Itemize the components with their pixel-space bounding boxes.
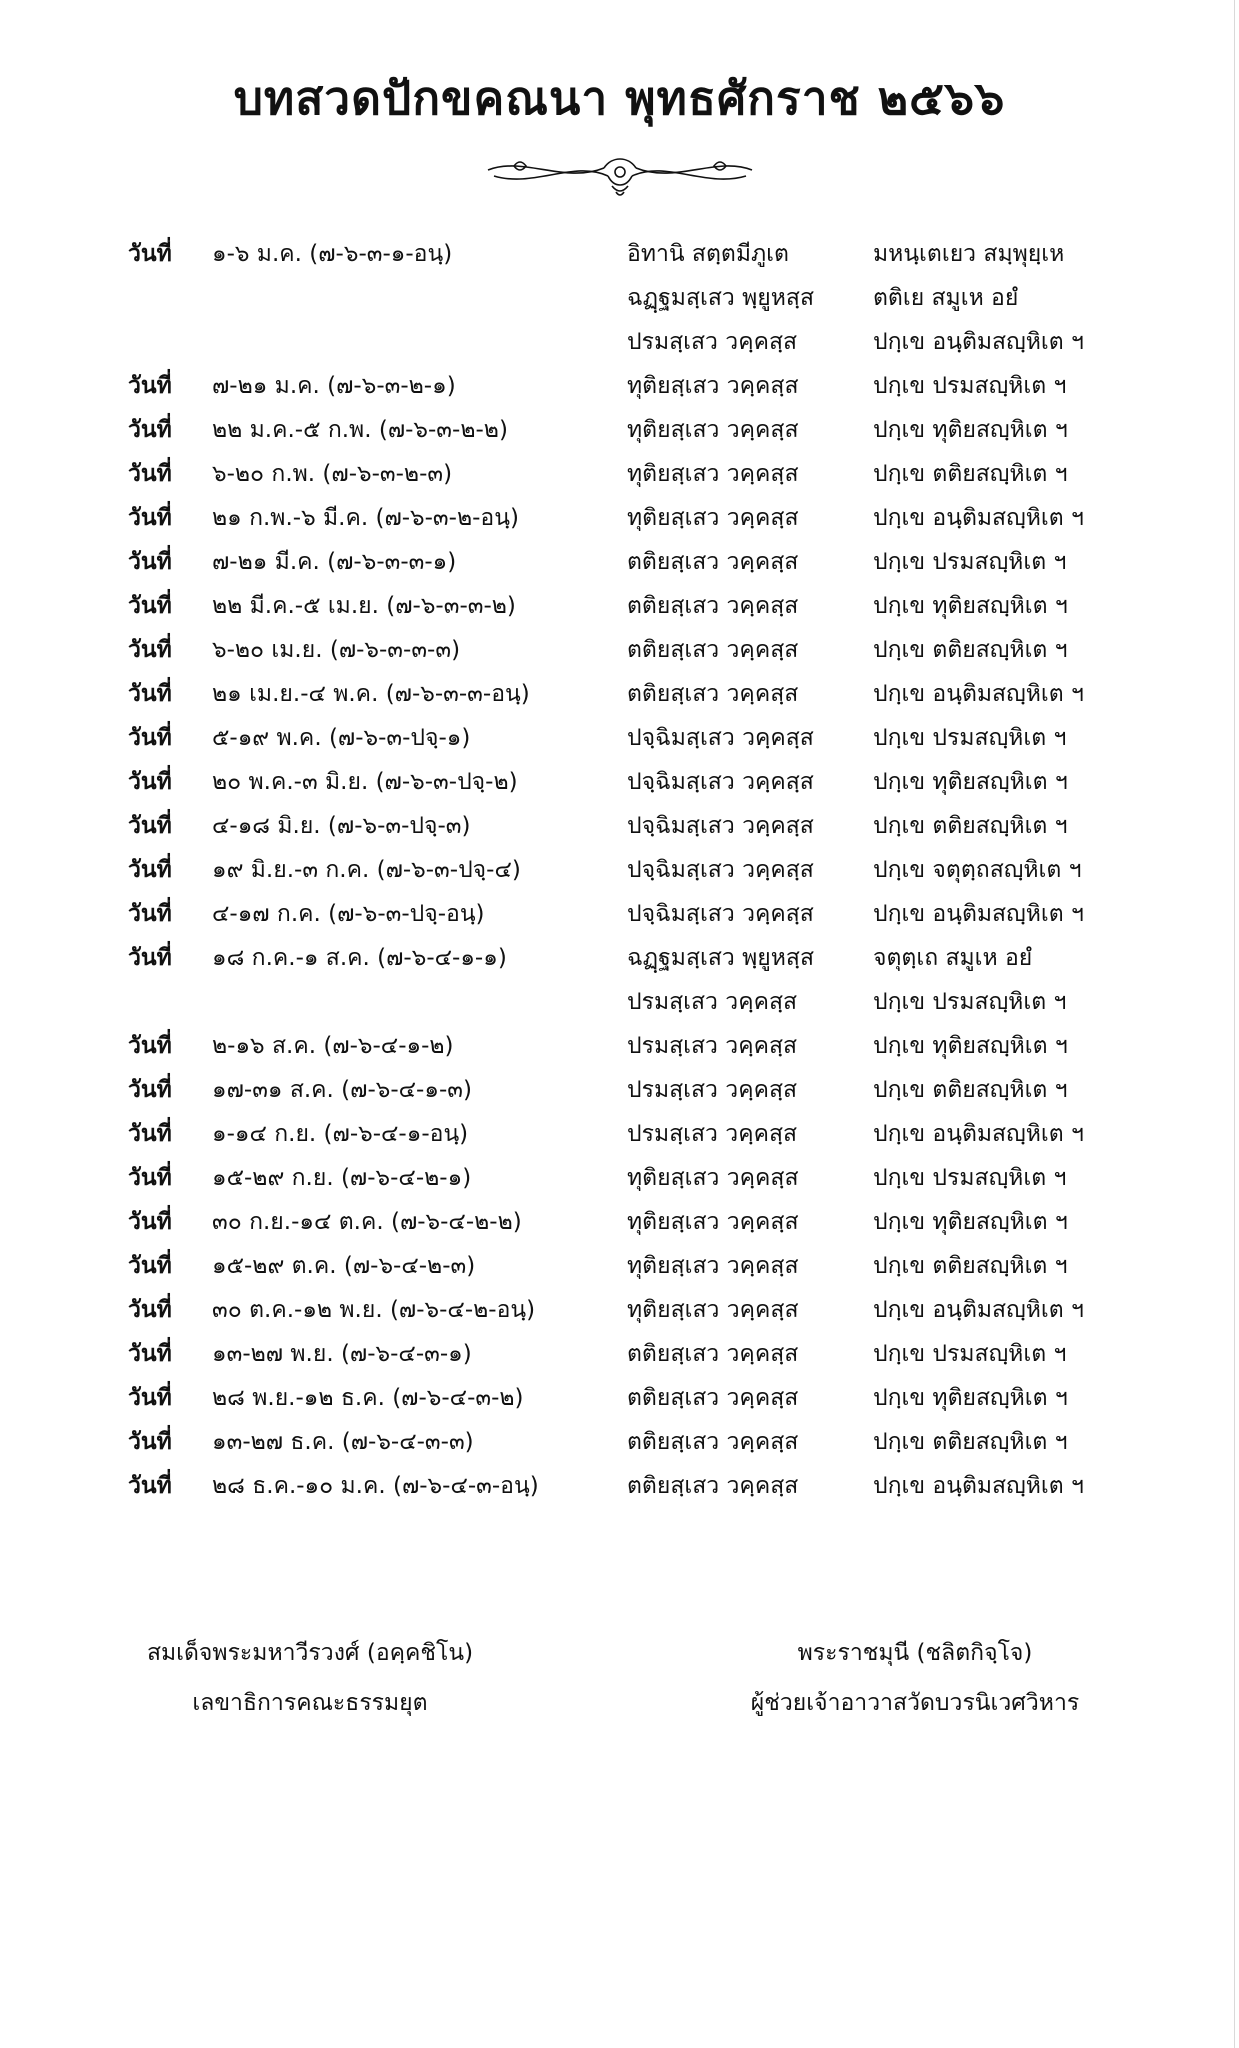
day-label: วันที่ (128, 505, 172, 531)
day-label: วันที่ (128, 373, 172, 399)
signature-left (140, 1628, 480, 1728)
chant-part-2: ปกฺเข ปรมสญฺหิเต ฯ (873, 989, 1067, 1015)
chant-part-1: ปรมสฺเสว วคฺคสฺส (627, 1033, 798, 1059)
date-range: ๒๘ พ.ย.-๑๒ ธ.ค. (๗-๖-๔-๓-๒) (212, 1385, 524, 1411)
day-label: วันที่ (128, 1077, 172, 1103)
day-label: วันที่ (128, 1429, 172, 1455)
date-range: ๗-๒๑ มี.ค. (๗-๖-๓-๓-๑) (212, 549, 457, 575)
table-row (0, 1376, 1239, 1420)
table-row (0, 408, 1239, 452)
chant-part-2: ปกฺเข ตติยสญฺหิเต ฯ (873, 637, 1068, 663)
day-label: วันที่ (128, 769, 172, 795)
chant-part-2: ปกฺเข ตติยสญฺหิเต ฯ (873, 1253, 1068, 1279)
chant-part-2: ปกฺเข อนฺติมสญฺหิเต ฯ (873, 1297, 1084, 1323)
chant-part-1: ทุติยสฺเสว วคฺคสฺส (627, 1297, 799, 1323)
chant-part-2: ปกฺเข อนฺติมสญฺหิเต ฯ (873, 329, 1084, 355)
date-range: ๒๐ พ.ค.-๓ มิ.ย. (๗-๖-๓-ปจฺ-๒) (212, 769, 518, 795)
table-row (0, 848, 1239, 892)
chant-part-2: ปกฺเข ทุติยสญฺหิเต ฯ (873, 769, 1068, 795)
chant-part-2: จตุตฺเถ สมูเห อยํ (873, 945, 1033, 971)
date-range: ๒๑ ก.พ.-๖ มี.ค. (๗-๖-๓-๒-อนฺ) (212, 505, 519, 531)
date-range: ๑๕-๒๙ ก.ย. (๗-๖-๔-๒-๑) (212, 1165, 472, 1191)
day-label: วันที่ (128, 681, 172, 707)
chant-part-2: ปกฺเข ทุติยสญฺหิเต ฯ (873, 593, 1068, 619)
signer-name: พระราชมุนี (ชลิตกิจฺโจ) (797, 1640, 1033, 1666)
signer-role: ผู้ช่วยเจ้าอาวาสวัดบวรนิเวศวิหาร (750, 1690, 1080, 1716)
date-range: ๗-๒๑ ม.ค. (๗-๖-๓-๒-๑) (212, 373, 456, 399)
date-range: ๕-๑๙ พ.ค. (๗-๖-๓-ปจฺ-๑) (212, 725, 471, 751)
day-label: วันที่ (128, 1473, 172, 1499)
signature-right (730, 1628, 1100, 1728)
chant-part-1: ตติยสฺเสว วคฺคสฺส (627, 681, 799, 707)
chant-part-1: ฉฏฺฐมสฺเสว พฺยูหสฺส (627, 285, 814, 311)
chant-part-1: ปจฺฉิมสฺเสว วคฺคสฺส (627, 769, 814, 795)
signer-name: สมเด็จพระมหาวีรวงศ์ (อคฺคชิโน) (146, 1640, 474, 1666)
table-row (0, 628, 1239, 672)
chant-part-2: ปกฺเข อนฺติมสญฺหิเต ฯ (873, 681, 1084, 707)
day-label: วันที่ (128, 549, 172, 575)
date-range: ๒๒ ม.ค.-๕ ก.พ. (๗-๖-๓-๒-๒) (212, 417, 508, 443)
chant-part-1: ฉฏฺฐมสฺเสว พฺยูหสฺส (627, 945, 814, 971)
date-range: ๑๗-๓๑ ส.ค. (๗-๖-๔-๑-๓) (212, 1077, 472, 1103)
table-row (0, 1068, 1239, 1112)
date-range: ๔-๑๗ ก.ค. (๗-๖-๓-ปจฺ-อนฺ) (212, 901, 485, 927)
chant-part-2: ปกฺเข ทุติยสญฺหิเต ฯ (873, 1209, 1068, 1235)
table-row (0, 1200, 1239, 1244)
table-row (0, 584, 1239, 628)
table-row (0, 1288, 1239, 1332)
chant-part-2: ปกฺเข ปรมสญฺหิเต ฯ (873, 1165, 1067, 1191)
date-range: ๒๑ เม.ย.-๔ พ.ค. (๗-๖-๓-๓-อนฺ) (212, 681, 530, 707)
date-range: ๒-๑๖ ส.ค. (๗-๖-๔-๑-๒) (212, 1033, 454, 1059)
chant-part-2: ปกฺเข ตติยสญฺหิเต ฯ (873, 1077, 1068, 1103)
table-row (0, 892, 1239, 936)
table-row (0, 540, 1239, 584)
day-label: วันที่ (128, 417, 172, 443)
date-range: ๓๐ ต.ค.-๑๒ พ.ย. (๗-๖-๔-๒-อนฺ) (212, 1297, 536, 1323)
chant-part-1: ปรมสฺเสว วคฺคสฺส (627, 1077, 798, 1103)
chant-part-2: ปกฺเข ทุติยสญฺหิเต ฯ (873, 1385, 1068, 1411)
table-row (0, 1112, 1239, 1156)
day-label: วันที่ (128, 1297, 172, 1323)
table-row (0, 452, 1239, 496)
table-row (0, 1420, 1239, 1464)
chant-part-2: ปกฺเข อนฺติมสญฺหิเต ฯ (873, 1473, 1084, 1499)
date-range: ๔-๑๘ มิ.ย. (๗-๖-๓-ปจฺ-๓) (212, 813, 471, 839)
chant-part-1: ปรมสฺเสว วคฺคสฺส (627, 1121, 798, 1147)
date-range: ๖-๒๐ ก.พ. (๗-๖-๓-๒-๓) (212, 461, 453, 487)
chant-part-1: ตติยสฺเสว วคฺคสฺส (627, 637, 799, 663)
day-label: วันที่ (128, 857, 172, 883)
table-row (0, 804, 1239, 848)
table-row (0, 716, 1239, 760)
chant-part-1: ทุติยสฺเสว วคฺคสฺส (627, 461, 799, 487)
date-range: ๑๕-๒๙ ต.ค. (๗-๖-๔-๒-๓) (212, 1253, 476, 1279)
date-range: ๑๙ มิ.ย.-๓ ก.ค. (๗-๖-๓-ปจฺ-๔) (212, 857, 521, 883)
chant-part-1: ตติยสฺเสว วคฺคสฺส (627, 593, 799, 619)
chant-part-1: ปจฺฉิมสฺเสว วคฺคสฺส (627, 857, 814, 883)
table-row (0, 936, 1239, 980)
table-row (0, 276, 1239, 320)
chant-part-1: ทุติยสฺเสว วคฺคสฺส (627, 373, 799, 399)
table-row (0, 1156, 1239, 1200)
day-label: วันที่ (128, 813, 172, 839)
page-title: บทสวดปักขคณนา พุทธศักราช ๒๕๖๖ (233, 71, 1006, 125)
date-range: ๑๘ ก.ค.-๑ ส.ค. (๗-๖-๔-๑-๑) (212, 945, 507, 971)
chant-part-1: ปจฺฉิมสฺเสว วคฺคสฺส (627, 725, 814, 751)
chant-part-2: ปกฺเข อนฺติมสญฺหิเต ฯ (873, 901, 1084, 927)
table-row (0, 672, 1239, 716)
chant-part-1: ทุติยสฺเสว วคฺคสฺส (627, 417, 799, 443)
day-label: วันที่ (128, 241, 172, 267)
signer-role: เลขาธิการคณะธรรมยุต (192, 1690, 428, 1716)
day-label: วันที่ (128, 1341, 172, 1367)
table-row (0, 1024, 1239, 1068)
day-label: วันที่ (128, 1165, 172, 1191)
chant-part-2: ปกฺเข อนฺติมสญฺหิเต ฯ (873, 505, 1084, 531)
date-range: ๒๒ มี.ค.-๕ เม.ย. (๗-๖-๓-๓-๒) (212, 593, 516, 619)
table-row (0, 1244, 1239, 1288)
chant-part-1: ตติยสฺเสว วคฺคสฺส (627, 1473, 799, 1499)
table-row (0, 980, 1239, 1024)
table-row (0, 1464, 1239, 1508)
table-row (0, 232, 1239, 276)
date-range: ๑๓-๒๗ ธ.ค. (๗-๖-๔-๓-๓) (212, 1429, 474, 1455)
day-label: วันที่ (128, 1253, 172, 1279)
table-row (0, 496, 1239, 540)
schedule-table (0, 232, 1239, 1508)
chant-part-1: ทุติยสฺเสว วคฺคสฺส (627, 1209, 799, 1235)
date-range: ๑๓-๒๗ พ.ย. (๗-๖-๔-๓-๑) (212, 1341, 472, 1367)
chant-part-1: อิทานิ สตฺตมีภูเต (627, 241, 789, 267)
chant-part-1: ตติยสฺเสว วคฺคสฺส (627, 1385, 799, 1411)
date-range: ๓๐ ก.ย.-๑๔ ต.ค. (๗-๖-๔-๒-๒) (212, 1209, 522, 1235)
date-range: ๑-๖ ม.ค. (๗-๖-๓-๑-อนฺ) (212, 241, 453, 267)
chant-part-2: ปกฺเข ตติยสญฺหิเต ฯ (873, 1429, 1068, 1455)
chant-part-1: ตติยสฺเสว วคฺคสฺส (627, 1341, 799, 1367)
chant-part-2: ปกฺเข ปรมสญฺหิเต ฯ (873, 725, 1067, 751)
chant-part-2: ปกฺเข อนฺติมสญฺหิเต ฯ (873, 1121, 1084, 1147)
chant-part-2: ปกฺเข จตุตฺถสญฺหิเต ฯ (873, 857, 1082, 883)
day-label: วันที่ (128, 725, 172, 751)
day-label: วันที่ (128, 1385, 172, 1411)
chant-part-2: ปกฺเข ปรมสญฺหิเต ฯ (873, 549, 1067, 575)
chant-part-1: ปรมสฺเสว วคฺคสฺส (627, 989, 798, 1015)
day-label: วันที่ (128, 1033, 172, 1059)
day-label: วันที่ (128, 593, 172, 619)
day-label: วันที่ (128, 637, 172, 663)
chant-part-2: ปกฺเข ปรมสญฺหิเต ฯ (873, 373, 1067, 399)
chant-part-2: มหนฺเตเยว สมฺพุยฺเห (873, 241, 1065, 267)
chant-part-1: ตติยสฺเสว วคฺคสฺส (627, 1429, 799, 1455)
date-range: ๖-๒๐ เม.ย. (๗-๖-๓-๓-๓) (212, 637, 461, 663)
table-row (0, 364, 1239, 408)
day-label: วันที่ (128, 945, 172, 971)
table-row (0, 1332, 1239, 1376)
chant-part-2: ตติเย สมูเห อยํ (873, 285, 1019, 311)
day-label: วันที่ (128, 461, 172, 487)
chant-part-2: ปกฺเข ตติยสญฺหิเต ฯ (873, 461, 1068, 487)
date-range: ๒๘ ธ.ค.-๑๐ ม.ค. (๗-๖-๔-๓-อนฺ) (212, 1473, 539, 1499)
scroll-flourish-icon (484, 146, 756, 202)
chant-part-1: ตติยสฺเสว วคฺคสฺส (627, 549, 799, 575)
day-label: วันที่ (128, 1121, 172, 1147)
date-range: ๑-๑๔ ก.ย. (๗-๖-๔-๑-อนฺ) (212, 1121, 469, 1147)
chant-part-1: ปรมสฺเสว วคฺคสฺส (627, 329, 798, 355)
chant-part-1: ทุติยสฺเสว วคฺคสฺส (627, 1165, 799, 1191)
chant-part-2: ปกฺเข ทุติยสญฺหิเต ฯ (873, 1033, 1068, 1059)
chant-part-1: ทุติยสฺเสว วคฺคสฺส (627, 505, 799, 531)
day-label: วันที่ (128, 901, 172, 927)
table-row (0, 760, 1239, 804)
chant-part-2: ปกฺเข ทุติยสญฺหิเต ฯ (873, 417, 1068, 443)
chant-part-1: ปจฺฉิมสฺเสว วคฺคสฺส (627, 901, 814, 927)
chant-part-2: ปกฺเข ปรมสญฺหิเต ฯ (873, 1341, 1067, 1367)
table-row (0, 320, 1239, 364)
chant-part-1: ปจฺฉิมสฺเสว วคฺคสฺส (627, 813, 814, 839)
chant-part-2: ปกฺเข ตติยสญฺหิเต ฯ (873, 813, 1068, 839)
day-label: วันที่ (128, 1209, 172, 1235)
chant-part-1: ทุติยสฺเสว วคฺคสฺส (627, 1253, 799, 1279)
